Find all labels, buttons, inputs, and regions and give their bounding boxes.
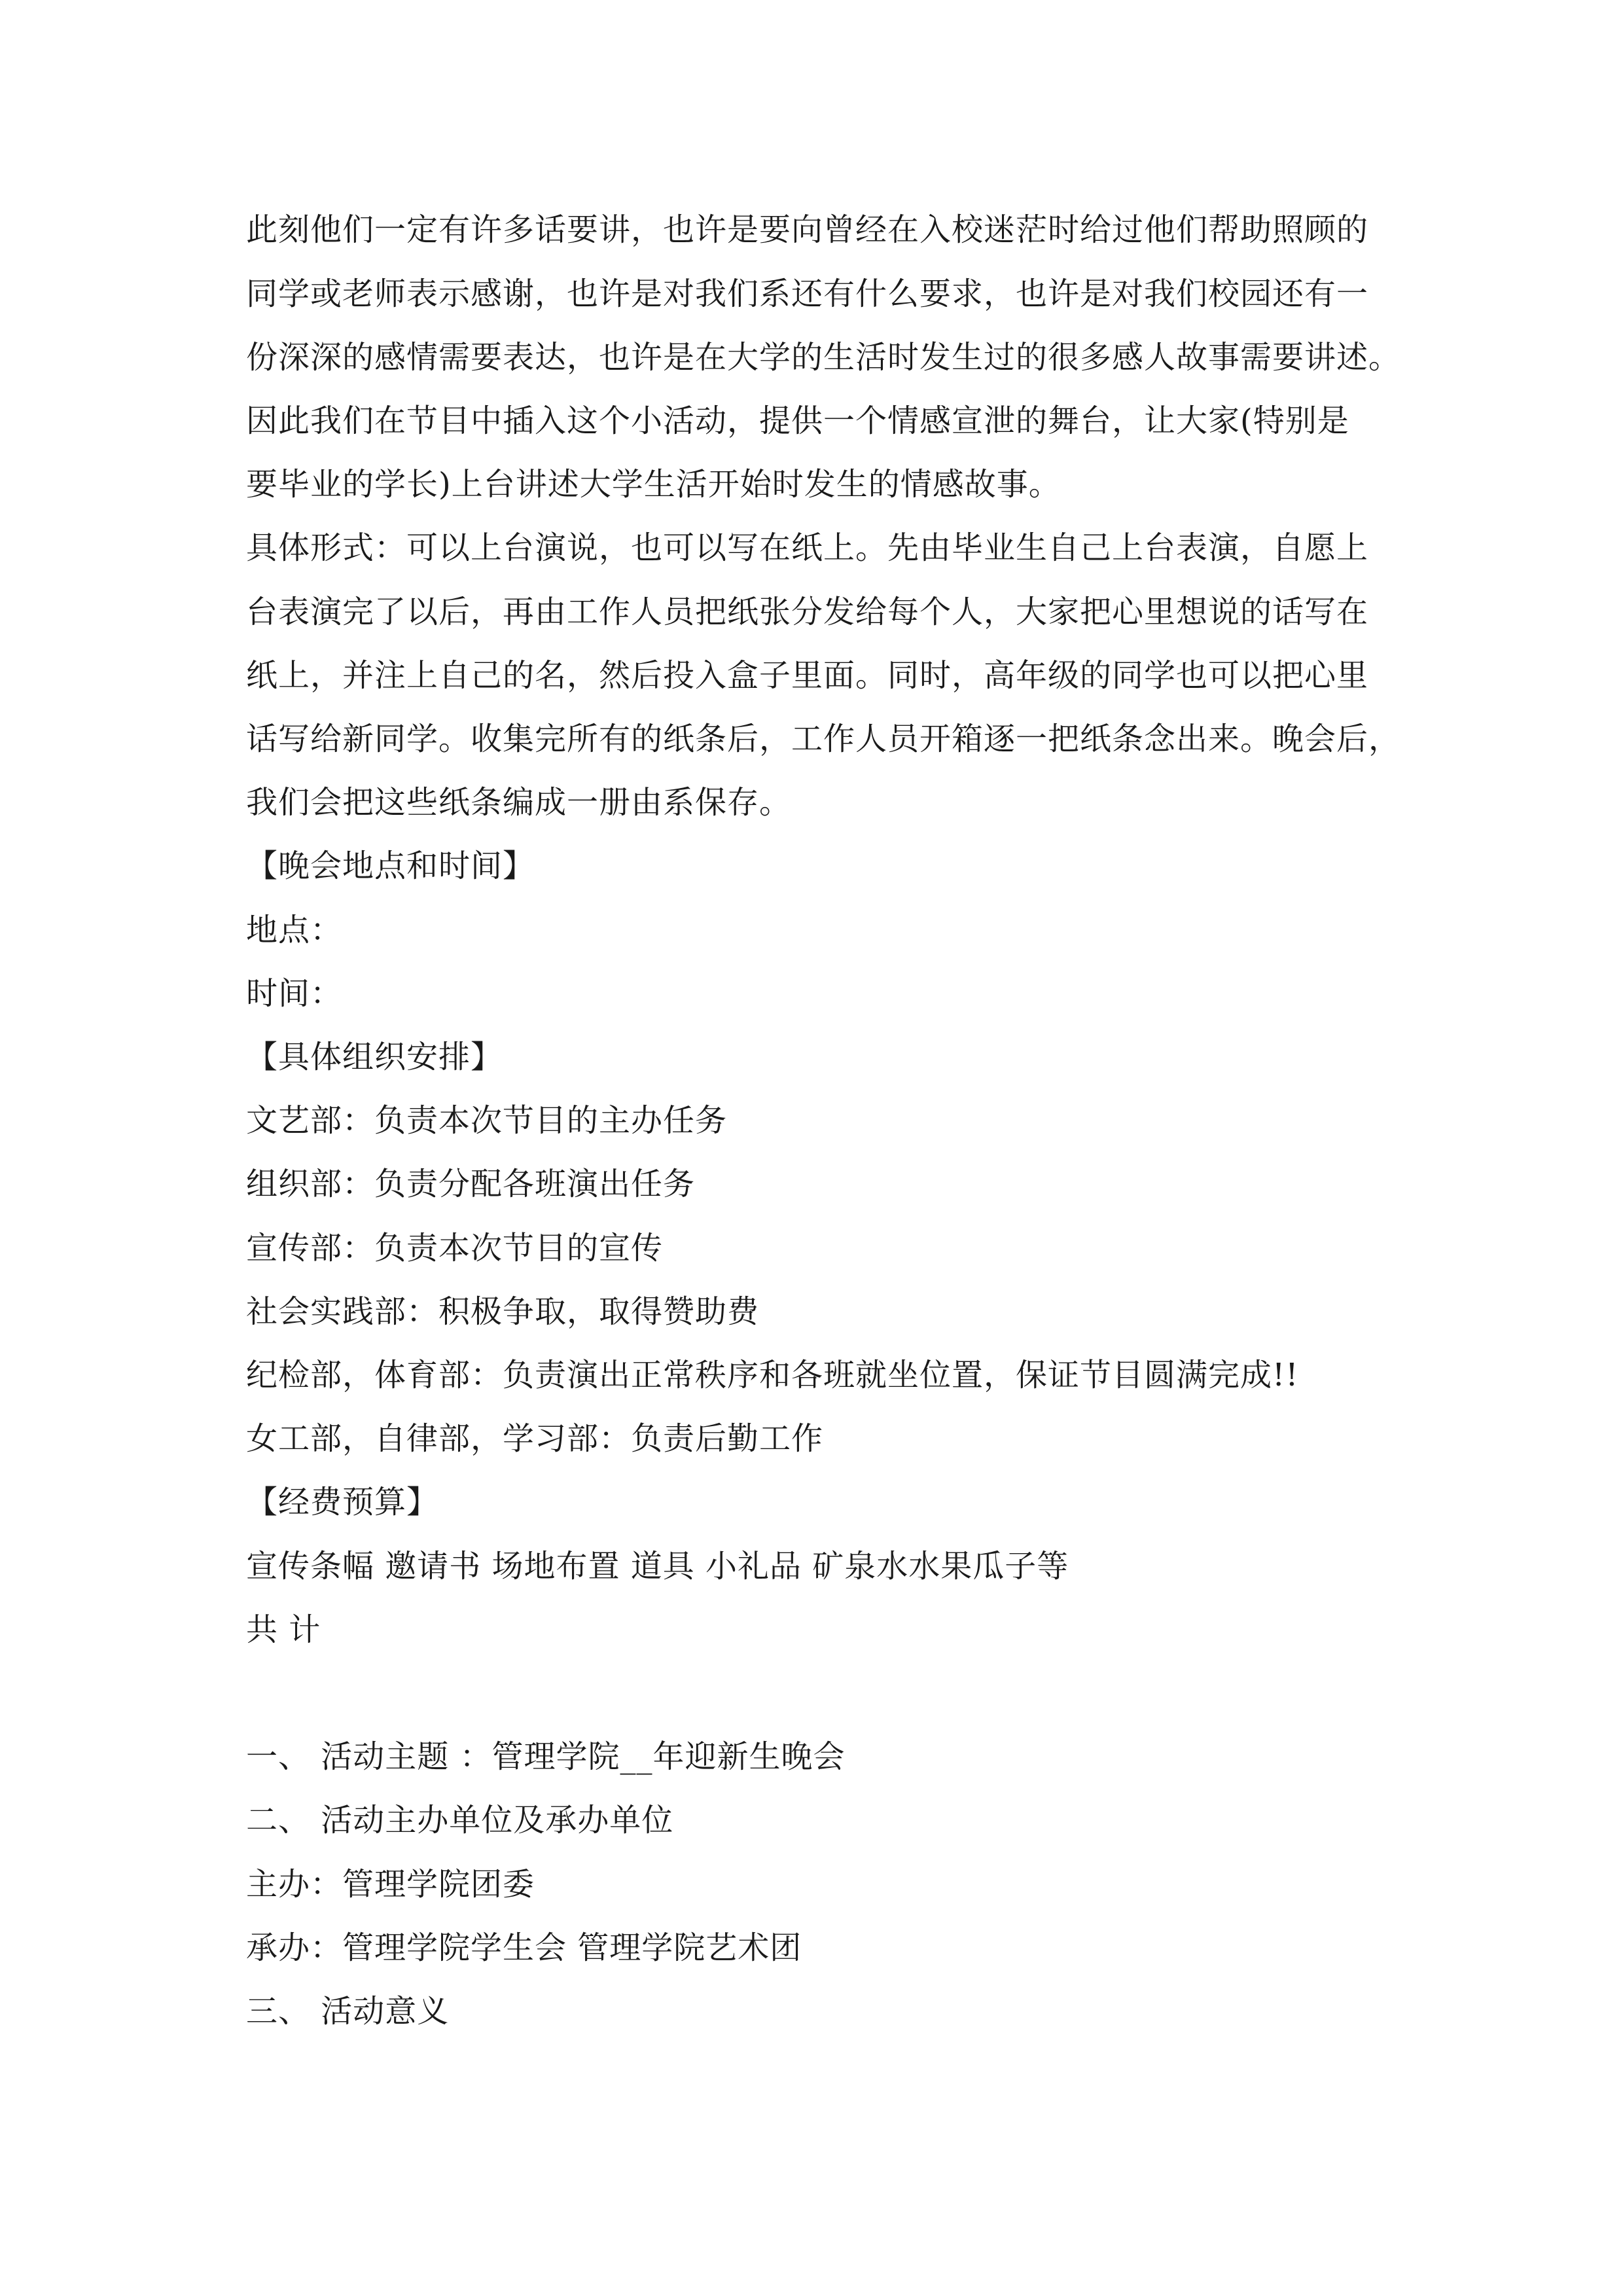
list-item: 组织部：负责分配各班演出任务 — [246, 1166, 696, 1202]
paragraph-line: 要毕业的学长)上台讲述大学生活开始时发生的情感故事。 — [246, 466, 1061, 503]
paragraph-line: 我们会把这些纸条编成一册由系保存。 — [246, 784, 792, 821]
paragraph-line: 具体形式：可以上台演说，也可以写在纸上。先由毕业生自己上台表演，自愿上 — [246, 529, 1369, 566]
paragraph-line: 此刻他们一定有许多话要讲，也许是要向曾经在入校迷茫时给过他们帮助照顾的 — [246, 211, 1369, 248]
section-heading: 【具体组织安排】 — [246, 1039, 503, 1075]
list-item: 纪检部，体育部：负责演出正常秩序和各班就坐位置，保证节目圆满完成!! — [246, 1357, 1299, 1393]
budget-total: 共 计 — [246, 1611, 321, 1648]
numbered-heading: 二、 活动主办单位及承办单位 — [246, 1802, 674, 1839]
paragraph-line: 台表演完了以后，再由工作人员把纸张分发给每个人，大家把心里想说的话写在 — [246, 594, 1369, 630]
list-item: 文艺部：负责本次节目的主办任务 — [246, 1102, 728, 1139]
field-label: 时间： — [246, 975, 343, 1012]
paragraph-line: 话写给新同学。收集完所有的纸条后，工作人员开箱逐一把纸条念出来。晚会后， — [246, 721, 1401, 757]
budget-items: 宣传条幅 邀请书 场地布置 道具 小礼品 矿泉水水果瓜子等 — [246, 1548, 1069, 1585]
paragraph-line: 同学或老师表示感谢，也许是对我们系还有什么要求，也许是对我们校园还有一 — [246, 276, 1369, 312]
list-item: 承办：管理学院学生会 管理学院艺术团 — [246, 1929, 802, 1966]
paragraph-line: 因此我们在节目中插入这个小活动，提供一个情感宣泄的舞台，让大家(特别是 — [246, 403, 1349, 439]
list-item: 主办：管理学院团委 — [246, 1866, 535, 1903]
numbered-heading: 三、 活动意义 — [246, 1993, 450, 2030]
list-item: 女工部，自律部，学习部：负责后勤工作 — [246, 1420, 824, 1457]
section-heading: 【经费预算】 — [246, 1484, 439, 1520]
list-item: 社会实践部：积极争取，取得赞助费 — [246, 1293, 760, 1330]
paragraph-line: 份深深的感情需要表达，也许是在大学的生活时发生过的很多感人故事需要讲述。 — [246, 339, 1401, 376]
numbered-heading: 一、 活动主题 ：管理学院__年迎新生晚会 — [246, 1738, 846, 1775]
list-item: 宣传部：负责本次节目的宣传 — [246, 1230, 664, 1266]
paragraph-line: 纸上，并注上自己的名，然后投入盒子里面。同时，高年级的同学也可以把心里 — [246, 657, 1369, 694]
field-label: 地点： — [246, 912, 343, 948]
section-heading: 【晚会地点和时间】 — [246, 848, 535, 884]
